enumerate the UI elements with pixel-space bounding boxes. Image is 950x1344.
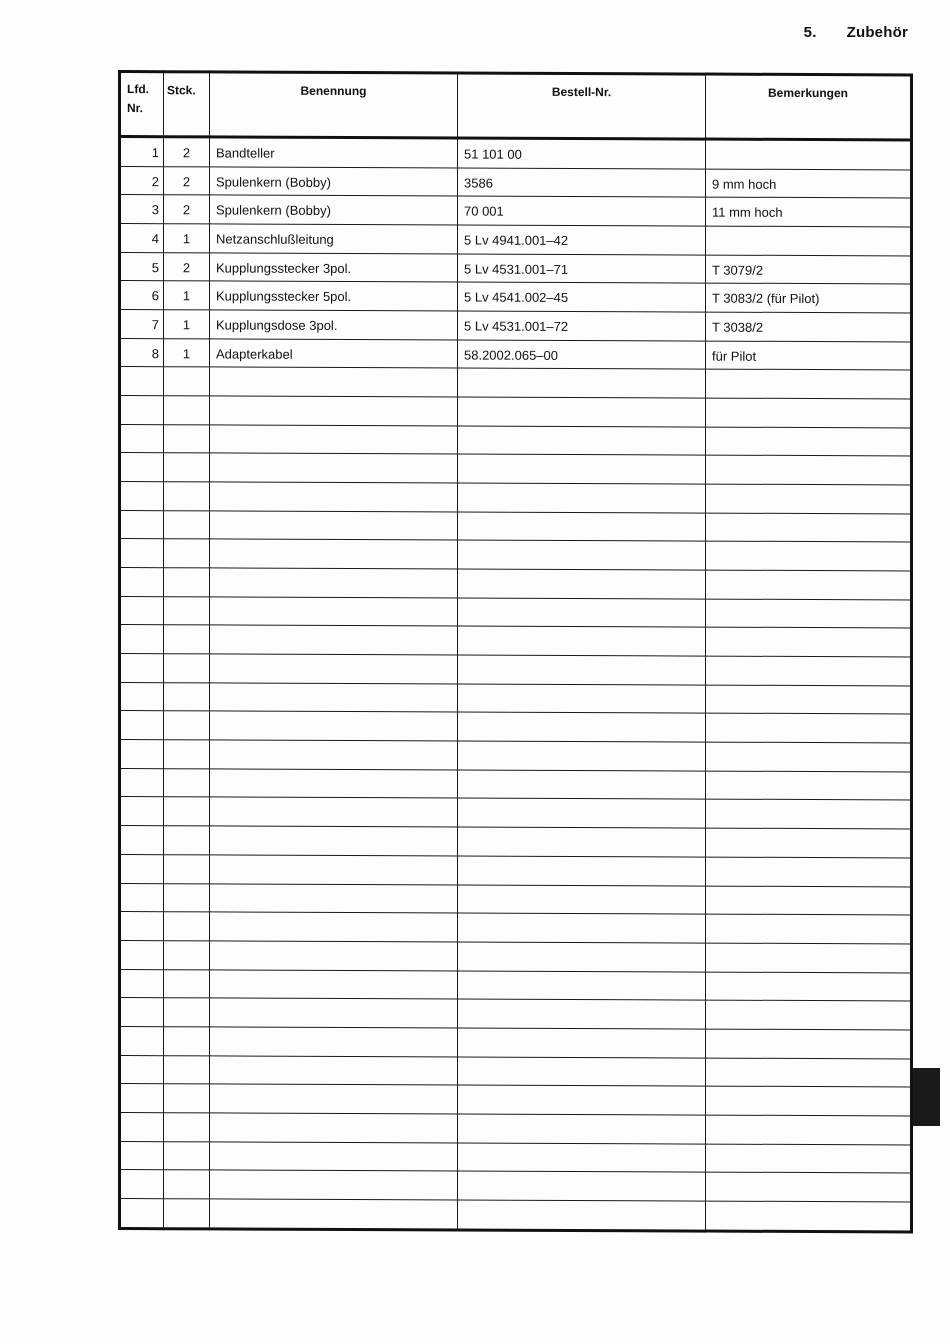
table-row-empty (120, 1198, 912, 1232)
cell-bemerkungen-empty (706, 398, 912, 428)
table-row-empty (120, 940, 912, 972)
cell-stck-empty (164, 855, 210, 884)
cell-bestell-nr-empty (458, 1085, 706, 1115)
cell-bemerkungen-empty (706, 771, 912, 801)
cell-lfd-nr-empty (120, 883, 164, 912)
cell-bemerkungen-empty (706, 369, 912, 399)
cell-bestell-nr: 3586 (458, 168, 706, 198)
header-lfd-nr: Lfd. Nr. (120, 72, 164, 137)
table-row (120, 195, 912, 227)
table-row (120, 166, 912, 198)
cell-stck-empty (164, 1141, 210, 1170)
table-row-empty (120, 654, 912, 686)
cell-benennung: Kupplungsstecker 5pol. (210, 281, 458, 311)
cell-stck-empty (164, 510, 210, 539)
cell-benennung-empty (210, 453, 458, 483)
cell-benennung-empty (210, 597, 458, 627)
cell-benennung-empty (210, 855, 458, 885)
table-row (120, 338, 912, 370)
cell-bestell-nr-empty (458, 798, 706, 828)
cell-bemerkungen: T 3038/2 (706, 312, 912, 342)
cell-bestell-nr-empty (458, 942, 706, 972)
cell-bestell-nr-empty (458, 884, 706, 914)
cell-bemerkungen-empty (706, 455, 912, 485)
cell-benennung-empty (210, 654, 458, 684)
cell-bemerkungen-empty (706, 857, 912, 887)
cell-bemerkungen-empty (706, 972, 912, 1002)
cell-bestell-nr-empty (458, 913, 706, 943)
cell-bestell-nr: 5 Lv 4541.002–45 (458, 282, 706, 312)
cell-stck-empty (164, 625, 210, 654)
cell-bemerkungen-empty (706, 628, 912, 658)
cell-stck-empty (164, 1170, 210, 1199)
table-row (120, 137, 912, 170)
cell-bemerkungen-empty (706, 484, 912, 514)
cell-bestell-nr: 51 101 00 (458, 138, 706, 169)
cell-stck-empty (164, 396, 210, 425)
cell-benennung-empty (210, 511, 458, 541)
cell-lfd-nr-empty (120, 1112, 164, 1141)
cell-bestell-nr-empty (458, 856, 706, 886)
cell-stck-empty (164, 740, 210, 769)
cell-bemerkungen-empty (706, 1029, 912, 1059)
cell-bemerkungen-empty (706, 1086, 912, 1116)
cell-benennung-empty (210, 482, 458, 512)
cell-stck-empty (164, 1027, 210, 1056)
cell-benennung-empty (210, 1113, 458, 1143)
table-row-empty (120, 1170, 912, 1202)
header-stck: Stck. (164, 72, 210, 137)
cell-stck-empty (164, 539, 210, 568)
table-row-empty (120, 1026, 912, 1058)
cell-lfd-nr-empty (120, 711, 164, 740)
accessories-table (118, 70, 913, 1233)
cell-bestell-nr-empty (458, 770, 706, 800)
table-row (120, 310, 912, 342)
table-row-empty (120, 711, 912, 743)
cell-lfd-nr-empty (120, 568, 164, 597)
cell-benennung: Spulenkern (Bobby) (210, 195, 458, 225)
table-body (120, 137, 912, 1232)
table-row-empty (120, 1112, 912, 1144)
cell-bestell-nr-empty (458, 483, 706, 513)
cell-benennung-empty (210, 367, 458, 397)
cell-bemerkungen (706, 139, 912, 170)
cell-lfd-nr-empty (120, 424, 164, 453)
cell-benennung-empty (210, 539, 458, 569)
cell-bestell-nr: 5 Lv 4531.001–72 (458, 311, 706, 341)
cell-stck-empty (164, 826, 210, 855)
cell-lfd-nr-empty (120, 367, 164, 396)
cell-stck-empty (164, 367, 210, 396)
cell-bestell-nr-empty (458, 999, 706, 1029)
cell-stck-empty (164, 1199, 210, 1229)
cell-stck: 1 (164, 224, 210, 253)
header-benennung: Benennung (210, 72, 458, 138)
cell-bestell-nr: 58.2002.065–00 (458, 340, 706, 370)
cell-bemerkungen (706, 226, 912, 256)
cell-bemerkungen: 11 mm hoch (706, 197, 912, 227)
cell-lfd-nr-empty (120, 654, 164, 683)
cell-bemerkungen: T 3079/2 (706, 255, 912, 285)
table-row-empty (120, 625, 912, 657)
table-row-empty (120, 682, 912, 714)
cell-lfd-nr-empty (120, 1198, 164, 1228)
cell-stck: 2 (164, 252, 210, 281)
cell-bestell-nr-empty (458, 540, 706, 570)
cell-benennung-empty (210, 998, 458, 1028)
table-row-empty (120, 424, 912, 456)
table-row-empty (120, 1084, 912, 1116)
table-row-empty (120, 912, 912, 944)
cell-benennung-empty (210, 568, 458, 598)
cell-lfd-nr-empty (120, 969, 164, 998)
cell-bestell-nr-empty (458, 1028, 706, 1058)
cell-benennung-empty (210, 826, 458, 856)
cell-stck: 1 (164, 338, 210, 367)
cell-stck-empty (164, 596, 210, 625)
cell-bemerkungen-empty (706, 427, 912, 457)
cell-benennung: Kupplungsstecker 3pol. (210, 253, 458, 283)
table-row (120, 281, 912, 313)
section-number: 5. (803, 24, 817, 41)
cell-bestell-nr-empty (458, 512, 706, 542)
cell-benennung-empty (210, 425, 458, 455)
cell-lfd-nr-empty (120, 625, 164, 654)
cell-stck-empty (164, 482, 210, 511)
cell-bestell-nr: 70 001 (458, 196, 706, 226)
cell-bemerkungen-empty (706, 714, 912, 744)
cell-benennung-empty (210, 396, 458, 426)
table-row-empty (120, 482, 912, 514)
cell-stck: 2 (164, 137, 210, 167)
cell-lfd-nr-empty (120, 1170, 164, 1199)
table-row-empty (120, 568, 912, 600)
page-heading (804, 24, 908, 41)
cell-bemerkungen-empty (706, 1172, 912, 1202)
cell-lfd-nr-empty (120, 854, 164, 883)
cell-lfd-nr: 2 (120, 166, 164, 195)
cell-benennung-empty (210, 625, 458, 655)
cell-lfd-nr-empty (120, 1084, 164, 1113)
table-row (120, 224, 912, 256)
table-row-empty (120, 367, 912, 399)
cell-bemerkungen-empty (706, 656, 912, 686)
cell-bestell-nr-empty (458, 426, 706, 456)
cell-bemerkungen-empty (706, 599, 912, 629)
cell-lfd-nr-empty (120, 797, 164, 826)
cell-stck-empty (164, 797, 210, 826)
cell-stck-empty (164, 941, 210, 970)
cell-benennung: Spulenkern (Bobby) (210, 167, 458, 197)
cell-bemerkungen-empty (706, 886, 912, 916)
cell-bemerkungen-empty (706, 1058, 912, 1088)
cell-stck-empty (164, 998, 210, 1027)
cell-bemerkungen: T 3083/2 (für Pilot) (706, 283, 912, 313)
cell-benennung-empty (210, 912, 458, 942)
cell-bemerkungen-empty (706, 914, 912, 944)
cell-lfd-nr-empty (120, 453, 164, 482)
header-bemerkungen: Bemerkungen (706, 74, 912, 140)
table-row-empty (120, 883, 912, 915)
table-row-empty (120, 826, 912, 858)
cell-lfd-nr: 8 (120, 338, 164, 367)
cell-bemerkungen-empty (706, 685, 912, 715)
cell-bestell-nr: 5 Lv 4941.001–42 (458, 225, 706, 255)
cell-stck-empty (164, 912, 210, 941)
cell-benennung: Bandteller (210, 137, 458, 168)
cell-bestell-nr-empty (458, 712, 706, 742)
cell-benennung-empty (210, 711, 458, 741)
cell-lfd-nr: 6 (120, 281, 164, 310)
cell-bestell-nr-empty (458, 1057, 706, 1087)
cell-bestell-nr-empty (458, 827, 706, 857)
table-row (120, 252, 912, 284)
cell-stck: 1 (164, 310, 210, 339)
cell-bemerkungen-empty (706, 542, 912, 572)
table-row-empty (120, 797, 912, 829)
table-row-empty (120, 453, 912, 485)
cell-benennung-empty (210, 1027, 458, 1057)
table-row-empty (120, 396, 912, 428)
cell-bestell-nr-empty (458, 397, 706, 427)
table-row-empty (120, 740, 912, 772)
cell-benennung-empty (210, 883, 458, 913)
cell-stck-empty (164, 453, 210, 482)
cell-bestell-nr-empty (458, 569, 706, 599)
cell-lfd-nr-empty (120, 482, 164, 511)
cell-stck-empty (164, 769, 210, 798)
cell-bemerkungen-empty (706, 943, 912, 973)
table-row-empty (120, 539, 912, 571)
section-title: Zubehör (846, 24, 908, 41)
cell-stck: 1 (164, 281, 210, 310)
cell-stck-empty (164, 682, 210, 711)
cell-bemerkungen-empty (706, 1000, 912, 1030)
table-row-empty (120, 998, 912, 1030)
cell-lfd-nr-empty (120, 826, 164, 855)
table-row-empty (120, 768, 912, 800)
cell-bestell-nr-empty (458, 368, 706, 398)
cell-bemerkungen-empty (706, 742, 912, 772)
cell-bestell-nr-empty (458, 454, 706, 484)
cell-bestell-nr-empty (458, 970, 706, 1000)
cell-bemerkungen: für Pilot (706, 341, 912, 371)
cell-lfd-nr-empty (120, 940, 164, 969)
cell-stck: 2 (164, 166, 210, 195)
cell-lfd-nr-empty (120, 768, 164, 797)
cell-lfd-nr-empty (120, 1055, 164, 1084)
cell-bemerkungen: 9 mm hoch (706, 169, 912, 199)
cell-bestell-nr-empty (458, 626, 706, 656)
cell-benennung-empty (210, 769, 458, 799)
cell-bemerkungen-empty (706, 1115, 912, 1145)
cell-lfd-nr-empty (120, 682, 164, 711)
table-header-row (120, 72, 912, 140)
cell-benennung-empty (210, 1170, 458, 1200)
cell-lfd-nr-empty (120, 396, 164, 425)
cell-lfd-nr: 7 (120, 310, 164, 339)
thumb-index-tab (912, 1068, 940, 1126)
cell-benennung-empty (210, 941, 458, 971)
table-row-empty (120, 596, 912, 628)
cell-lfd-nr: 3 (120, 195, 164, 224)
cell-bestell-nr-empty (458, 741, 706, 771)
table-row-empty (120, 1141, 912, 1173)
cell-benennung-empty (210, 1141, 458, 1171)
cell-lfd-nr-empty (120, 912, 164, 941)
cell-bemerkungen-empty (706, 800, 912, 830)
cell-bemerkungen-empty (706, 513, 912, 543)
cell-stck-empty (164, 1113, 210, 1142)
cell-bemerkungen-empty (706, 828, 912, 858)
cell-bestell-nr: 5 Lv 4531.001–71 (458, 254, 706, 284)
cell-lfd-nr-empty (120, 1026, 164, 1055)
cell-bemerkungen-empty (706, 1144, 912, 1174)
cell-benennung: Kupplungsdose 3pol. (210, 310, 458, 340)
cell-bestell-nr-empty (458, 1114, 706, 1144)
cell-benennung-empty (210, 969, 458, 999)
cell-lfd-nr: 4 (120, 224, 164, 253)
table-row-empty (120, 1055, 912, 1087)
cell-benennung-empty (210, 1199, 458, 1230)
cell-stck-empty (164, 1055, 210, 1084)
cell-bestell-nr-empty (458, 1171, 706, 1201)
cell-lfd-nr-empty (120, 539, 164, 568)
cell-bestell-nr-empty (458, 1143, 706, 1173)
cell-stck-empty (164, 424, 210, 453)
cell-benennung-empty (210, 1084, 458, 1114)
cell-lfd-nr: 1 (120, 137, 164, 167)
cell-benennung: Netzanschlußleitung (210, 224, 458, 254)
cell-bestell-nr-empty (458, 598, 706, 628)
cell-benennung-empty (210, 1055, 458, 1085)
cell-bestell-nr-empty (458, 684, 706, 714)
cell-stck-empty (164, 883, 210, 912)
cell-lfd-nr-empty (120, 510, 164, 539)
cell-lfd-nr-empty (120, 596, 164, 625)
cell-stck-empty (164, 969, 210, 998)
cell-benennung-empty (210, 683, 458, 713)
header-bestell-nr: Bestell-Nr. (458, 73, 706, 139)
cell-stck-empty (164, 1084, 210, 1113)
cell-bemerkungen-empty (706, 570, 912, 600)
cell-lfd-nr-empty (120, 998, 164, 1027)
cell-stck: 2 (164, 195, 210, 224)
cell-benennung-empty (210, 740, 458, 770)
cell-benennung: Adapterkabel (210, 339, 458, 369)
cell-benennung-empty (210, 797, 458, 827)
cell-bestell-nr-empty (458, 1200, 706, 1231)
cell-lfd-nr-empty (120, 740, 164, 769)
table-row-empty (120, 969, 912, 1001)
cell-lfd-nr: 5 (120, 252, 164, 281)
cell-stck-empty (164, 568, 210, 597)
cell-bemerkungen-empty (706, 1201, 912, 1232)
table-row-empty (120, 854, 912, 886)
cell-lfd-nr-empty (120, 1141, 164, 1170)
cell-stck-empty (164, 654, 210, 683)
table-row-empty (120, 510, 912, 542)
cell-bestell-nr-empty (458, 655, 706, 685)
cell-stck-empty (164, 711, 210, 740)
